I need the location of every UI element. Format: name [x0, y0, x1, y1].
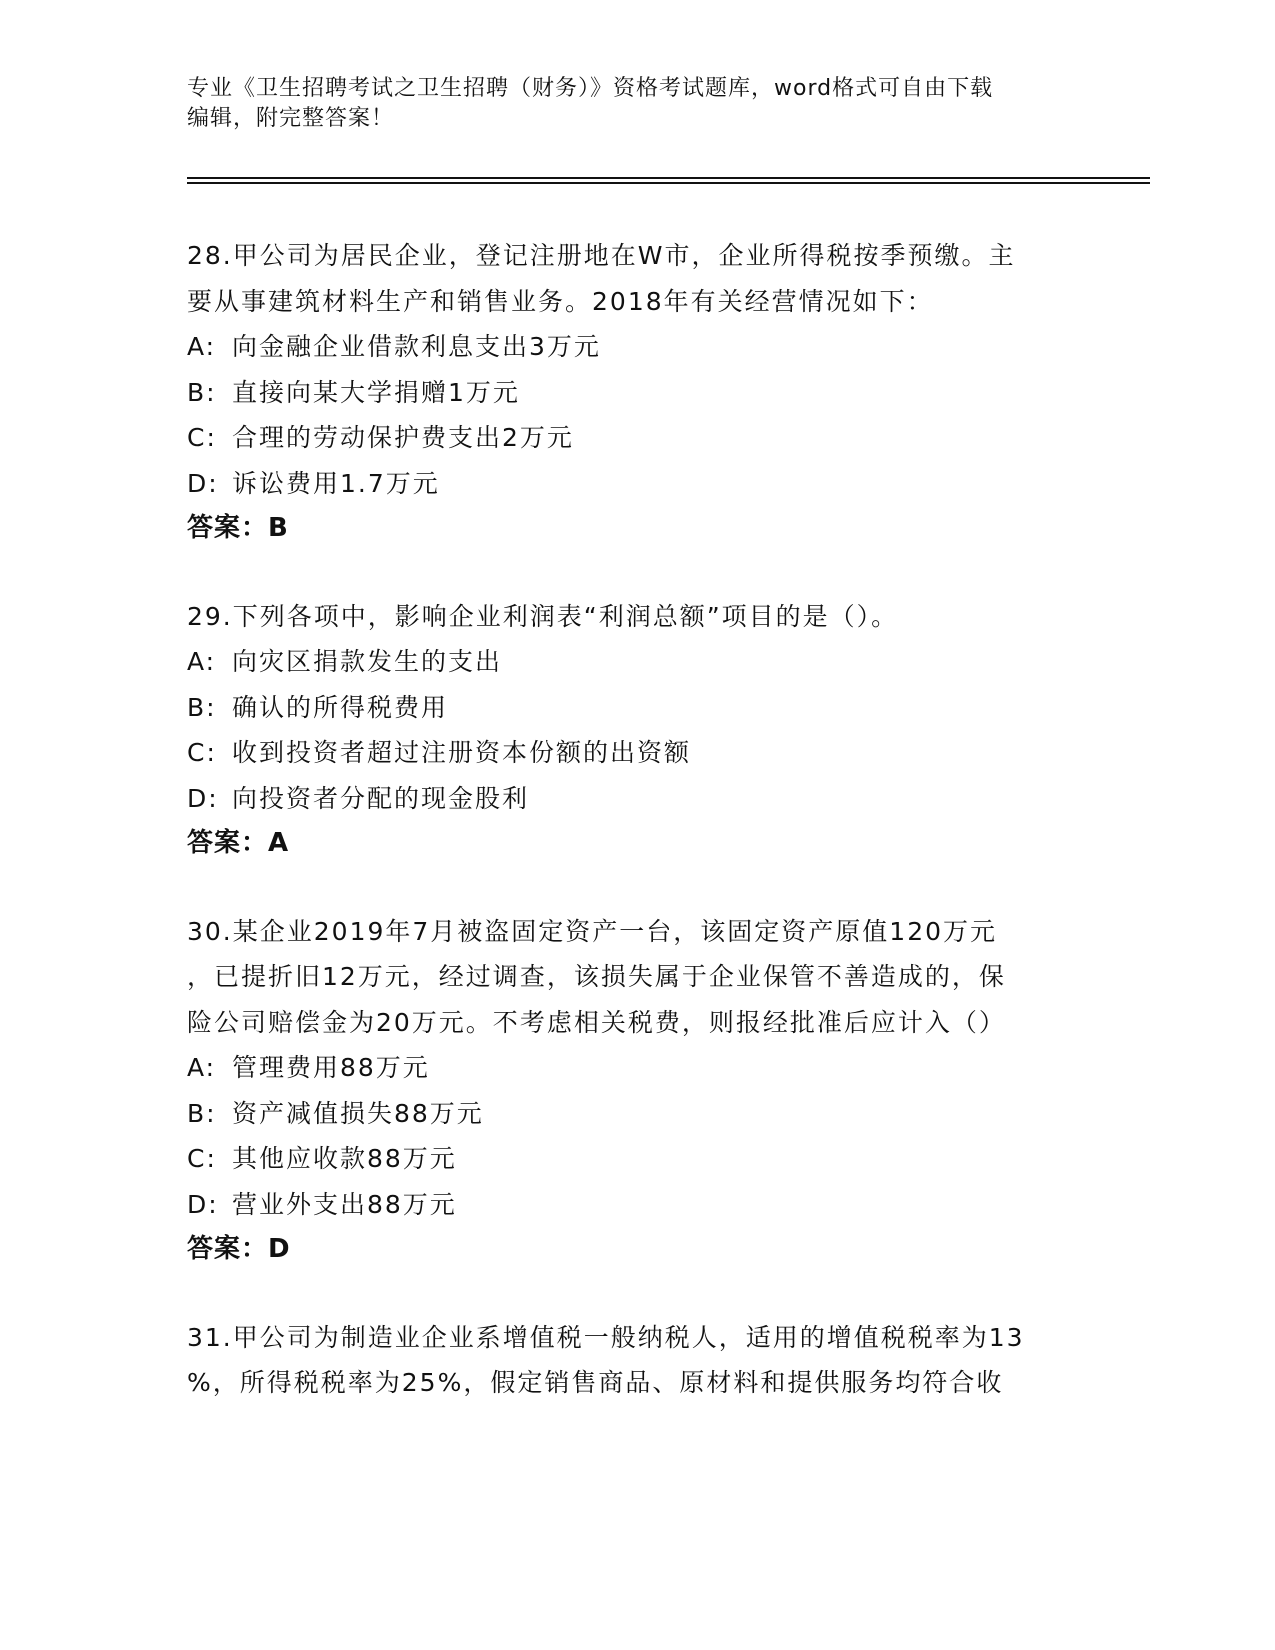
answer: 答案：A — [187, 828, 290, 858]
question-text-line: ，已提折旧12万元，经过调查，该损失属于企业保管不善造成的，保 — [187, 962, 1006, 991]
option-b — [187, 1091, 1087, 1137]
option-a — [187, 1045, 1087, 1091]
option-b — [187, 370, 1087, 416]
option-text: 资产减值损失88万元 — [232, 1098, 484, 1128]
page-header — [187, 74, 1087, 134]
answer: 答案：B — [187, 513, 289, 543]
option-key: D: — [187, 1189, 219, 1219]
option-text: 收到投资者超过注册资本份额的出资额 — [232, 738, 692, 767]
option-key: D: — [187, 468, 219, 498]
option-d — [187, 1182, 1087, 1228]
option-key: C: — [187, 423, 217, 452]
question-30 — [187, 909, 1087, 1273]
question-28 — [187, 233, 1087, 552]
option-text: 向灾区捐款发生的支出 — [232, 647, 503, 676]
option-c — [187, 1136, 1087, 1182]
option-a — [187, 324, 1087, 370]
option-text: 合理的劳动保护费支出2万元 — [232, 423, 574, 452]
option-key: A: — [187, 332, 217, 361]
option-c — [187, 415, 1087, 461]
question-list — [187, 233, 1087, 1406]
option-text: 确认的所得税费用 — [232, 692, 449, 722]
question-31 — [187, 1315, 1087, 1406]
option-text: 向金融企业借款利息支出3万元 — [232, 332, 601, 361]
answer: 答案：D — [187, 1234, 291, 1264]
header-line-2: 编辑，附完整答案！ — [187, 106, 395, 131]
header-divider-top — [187, 177, 1150, 179]
option-text: 管理费用88万元 — [232, 1053, 430, 1082]
option-text: 直接向某大学捐赠1万元 — [232, 377, 520, 407]
option-key: B: — [187, 692, 217, 722]
option-text: 营业外支出88万元 — [232, 1189, 457, 1219]
question-29 — [187, 594, 1087, 867]
option-text: 向投资者分配的现金股利 — [232, 783, 530, 813]
option-key: A: — [187, 647, 217, 676]
option-text: 其他应收款88万元 — [232, 1144, 457, 1173]
option-key: C: — [187, 1144, 217, 1173]
question-text-line: 29.下列各项中，影响企业利润表“利润总额”项目的是（）。 — [187, 601, 899, 631]
header-divider-bottom — [187, 182, 1150, 184]
option-b — [187, 685, 1087, 731]
option-d — [187, 461, 1087, 507]
option-key: B: — [187, 1098, 217, 1128]
option-d — [187, 776, 1087, 822]
question-text-line: 要从事建筑材料生产和销售业务。2018年有关经营情况如下： — [187, 286, 934, 316]
question-text-line: 30.某企业2019年7月被盗固定资产一台，该固定资产原值120万元 — [187, 916, 998, 946]
option-c — [187, 730, 1087, 776]
option-a — [187, 639, 1087, 685]
question-text-line: 28.甲公司为居民企业，登记注册地在W市，企业所得税按季预缴。主 — [187, 241, 1016, 270]
header-line-1: 专业《卫生招聘考试之卫生招聘（财务）》资格考试题库，word格式可自由下载 — [187, 76, 994, 101]
option-key: C: — [187, 738, 217, 767]
question-text-line: 31.甲公司为制造业企业系增值税一般纳税人，适用的增值税税率为13 — [187, 1322, 1025, 1352]
question-text-line: %，所得税税率为25%，假定销售商品、原材料和提供服务均符合收 — [187, 1368, 1004, 1397]
option-key: D: — [187, 783, 219, 813]
option-key: B: — [187, 377, 217, 407]
option-text: 诉讼费用1.7万元 — [232, 468, 440, 498]
question-text-line: 险公司赔偿金为20万元。不考虑相关税费，则报经批准后应计入（） — [187, 1007, 1006, 1037]
option-key: A: — [187, 1053, 217, 1082]
